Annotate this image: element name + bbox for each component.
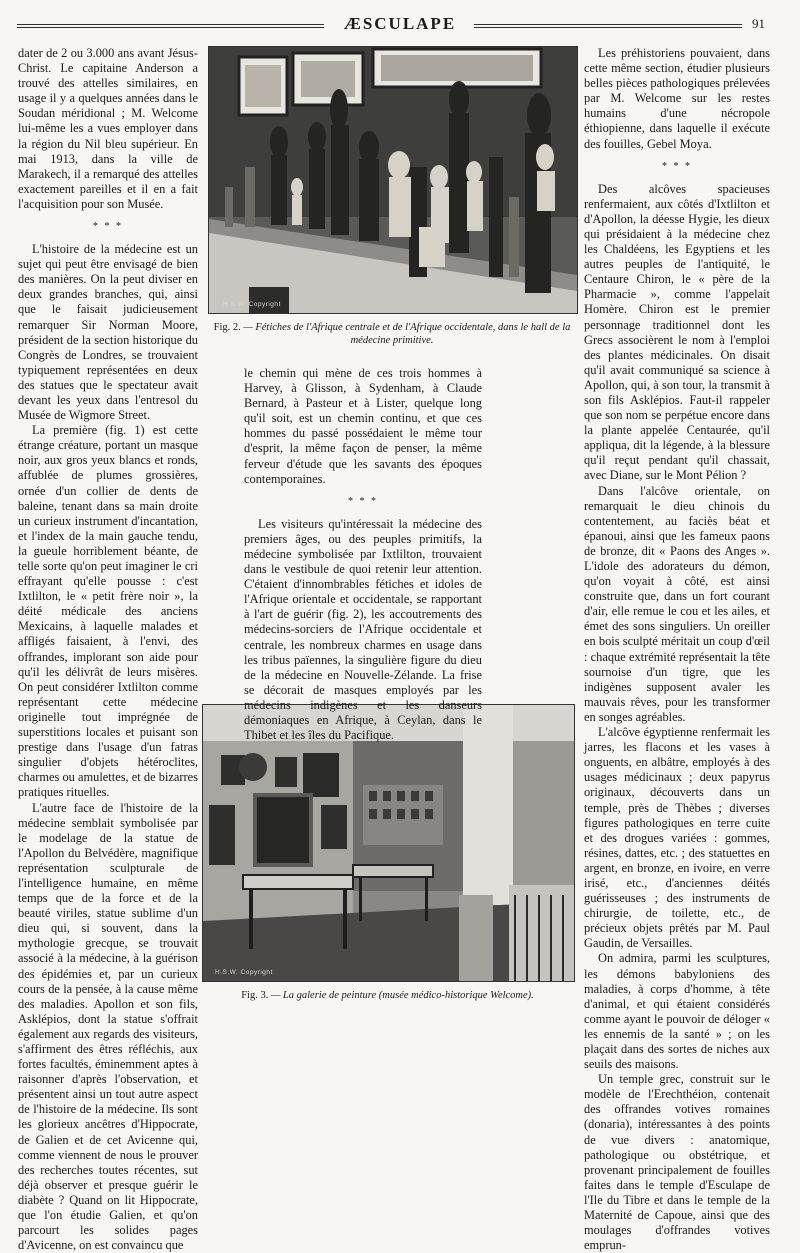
- section-separator: * * *: [244, 495, 482, 509]
- paragraph: L'alcôve égyptienne renfermait les jarres, les flacons et les vases à onguents, en albâtre, employés à des usages médicinaux ; deux papyrus originaux, découverts dans un temple, près de Thèbes ; diverses figures pathologiques en terre cuite et des drogues variées : gommes, résines, dattes, etc. ; des statuettes en argent, en bronze, en ivoire, en verre irisé, etc., d'anciennes déités guérisseuses ; des instruments de chirurgie, de toilette, etc., de précieux objets prêtés par M. Paul Gaudin, de Versailles.: [584, 725, 770, 951]
- figure-2-label: Fig. 2.: [214, 322, 241, 333]
- paragraph: Les préhistoriens pouvaient, dans cette même section, étudier plusieurs belles pièces pathologiques prélevées par M. Welcome sur les restes humains d'une nécropole éthiopienne, dans laquelle il exécute des fouilles, Gebel Moya.: [584, 46, 770, 152]
- gallery-room-image: [203, 705, 574, 981]
- journal-title: ÆSCULAPE: [330, 14, 470, 34]
- paragraph: L'histoire de la médecine est un sujet qui peut être envisagé de bien des manières. On la peut diviser en deux grandes branches, qui, ainsi que le faisait judicieusement remarquer Sir Norman Moore, président de la section historique du Congrès de Londres, se trouvaient typiquement représentées en deux des statues que le spectateur avait devant les yeux dans l'entresol du Musée de Wigmore Street.: [18, 242, 198, 423]
- photo-watermark: H.S.W. Copyright: [215, 969, 273, 976]
- photo-watermark: H.S.W. Copyright: [223, 301, 281, 308]
- page-header: [0, 0, 800, 40]
- figure-3-photo: [202, 704, 575, 982]
- figure-3-label: Fig. 3.: [241, 990, 268, 1001]
- paragraph: On admira, parmi les sculptures, les démons babyloniens des maladies, à corps d'homme, à tête d'animal, et qui étaient considérés comme ayant le pouvoir de déloger « les ennemis de la santé » ; on les plaçait dans des sortes de niches aux seuils des maisons.: [584, 951, 770, 1072]
- fetish-display-image: [209, 47, 577, 313]
- column-middle: [244, 366, 482, 696]
- figure-3-caption: [202, 990, 573, 1003]
- figure-2-caption: [208, 322, 576, 347]
- paragraph: dater de 2 ou 3.000 ans avant Jésus-Christ. Le capitaine Anderson a trouvé des attelles similaires, en usage il y a quelques années dans le Soudan méridional ; M. Welcome lui-même les a vues employer dans la région du Nil bleu supérieur. En mai 1913, dans la ville de Marakech, il a remarqué des attelles exactement pareilles et il en a fait l'acquisition pour son Musée.: [18, 46, 198, 212]
- paragraph: Dans l'alcôve orientale, on remarquait le dieu chinois du contentement, au faciès béat et épanoui, ainsi que les fameux paons de bronze, dit « Paons des Anges ». L'idole des adorateurs du démon, qu'on voyait à côté, est ainsi construite que, dans un fort courant d'air, elle remue le cou et les ailes, et émet des sons singuliers. Un oreiller en bois sculpté méritait un coup d'œil : chaque extrémité représentait la tête sournoise d'un tigre, que les indigènes supposent avaler les mauvais rêves, pour les transformer en songes agréables.: [584, 484, 770, 726]
- paragraph: L'autre face de l'histoire de la médecine semblait symbolisée par le modelage de la statue de l'Apollon du Belvédère, magnifique représentation sculpturale de l'intelligence humaine, en même temps que de la force et de la beauté viriles, statue sublime d'un dieu qui, si souvent, dans la mythologie grecque, se trouvait associé à la médecine, à la guérison des épidémies et, par un curieux cours de la pensée, à la cause même des maladies. Apollon et son fils, Asklépios, dont la statue s'offrait également aux regards des visiteurs, s'affirment des êtres réfléchis, aux fortes facultés, éminemment aptes à raisonner d'après l'observation, et présentent ainsi un tout autre aspect de l'histoire de la médecine. Ils sont les glorieux ancêtres d'Hippocrate, de Galien et de cet Avicenne qui, comme viennent de nous le prouver des recherches toutes récentes, sut déjà observer et presque guérir le diabète ? Quand on lit Hippocrate, que l'on étudie Galien, et qu'on parcourt les solides pages d'Avicenne, on est convaincu que: [18, 801, 198, 1253]
- section-separator: * * *: [584, 160, 770, 174]
- paragraph: Les visiteurs qu'intéressait la médecine des premiers âges, ou des peuples primitifs, la médecine symbolisée par Ixtlilton, trouvaient dans le vestibule de quoi retenir leur attention. C'étaient d'innombrables fétiches et idoles de l'Afrique orientale et occidentale, se rapportant à l'art de guérir (fig. 2), les accoutrements des médecins-sorciers de l'Afrique occidentale et centrale, les nombreux charmes en usage dans les tribus païennes, la singulière figure du dieu de la médecine en Nouvelle-Zélande. La frise se décorait de masques employés par les médecins indigènes et les danseurs démoniaques en Afrique, à Ceylan, dans le Thibet et les îles du Pacifique.: [244, 517, 482, 743]
- section-separator: * * *: [18, 220, 198, 234]
- figure-2-photo: [208, 46, 578, 314]
- paragraph: le chemin qui mène de ces trois hommes à Harvey, à Glisson, à Sydenham, à Claude Bernard, à Pasteur et à Lister, quelque long qu'il soit, est un chemin continu, et que ces hommes du passé possédaient le même tour d'esprit, la même façon de penser, la même ferveur d'étude que les savants des époques contemporaines.: [244, 366, 482, 487]
- paragraph: Des alcôves spacieuses renfermaient, aux côtés d'Ixtlilton et d'Apollon, la déesse Hygie, les dieux qui présidaient à la médecine chez les Chaldéens, les Egyptiens et les autres peuples de l'antiquité, le Centaure Chiron, le « père de la Pharmacie », comme l'appelait Homère. Chiron est le premier personnage traditionnel dont les Grecs associèrent le nom à l'emploi des plantes médicinales. On disait qu'il avait communiqué sa science à Apollon, qui, à son tour, la transmit à son fils Asklépios. Faut-il rappeler que son nom se perpétue encore dans la plante appelée Centaurée, qu'il appliqua, dit la légende, à la blessure qu'il reçut pendant qu'il chassait, avec Diane, sur le Mont Pélion ?: [584, 182, 770, 484]
- header-rule-left: [17, 24, 324, 28]
- page-number: 91: [752, 16, 765, 32]
- header-rule-right: [474, 24, 742, 28]
- paragraph: Un temple grec, construit sur le modèle de l'Erechthéion, contenait des offrandes votives romaines (donaria), intéressantes à des points de vue divers : anatomique, pathologique ou obstétrique, et provenant principalement de fouilles faites dans le temple d'Esculape de l'Ile du Tibre et dans le temple de la Maternité de Capoue, ainsi que des moulages d'offrandes votives emprun-: [584, 1072, 770, 1253]
- paragraph: La première (fig. 1) est cette étrange créature, portant un masque noir, aux gros yeux blancs et ronds, affublée de plumes grossières, ornée d'un collier de dents de baleine, tenant dans sa main droite un curieux instrument d'incantation, et l'index de la main gauche tendu, la gueule horriblement béante, de telle sorte qu'on peut imaginer le cri effrayant qu'elle pousse : c'est Ixtlilton, le « petit frère noir », la déité médicale des anciens Mexicains, à laquelle malades et affligés faisaient, à l'envi, des offrandes, implorant son aide pour qu'il les délivrât de leurs misères. On peut considérer Ixtlilton comme représentant cette médecine originelle tout imprégnée de superstitions locales et puisant son prestige dans l'usage d'un fatras singulier d'objets hétéroclites, charmes ou amulettes, et de bizarres pratiques rituelles.: [18, 423, 198, 800]
- figure-2-caption-text: — Fétiches de l'Afrique centrale et de l'Afrique occidentale, dans le hall de la médecine primitive.: [243, 322, 570, 346]
- figure-3-caption-text: — La galerie de peinture (musée médico-historique Welcome).: [271, 990, 534, 1001]
- column-left: [18, 46, 198, 1036]
- column-right: [584, 46, 770, 1036]
